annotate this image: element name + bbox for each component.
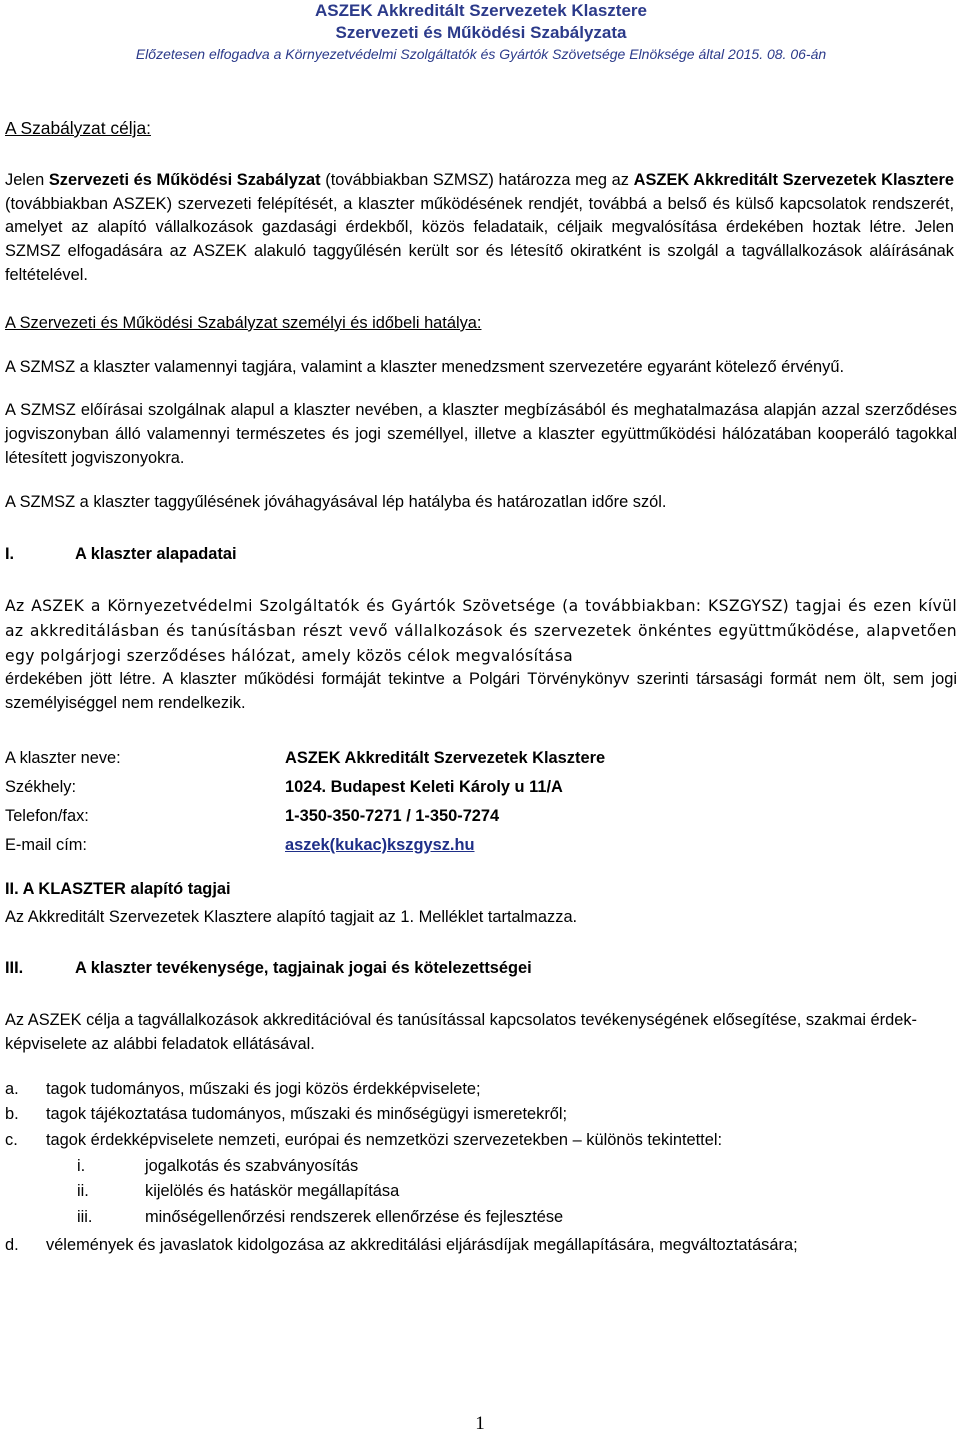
section-1-title: A klaszter alapadatai [75,544,237,563]
approval-note: Előzetesen elfogadva a Környezetvédelmi Szolgáltatók és Gyártók Szövetsége Elnöksége által 2015. 08. 06-án [135,46,827,62]
page-number: 1 [475,1413,485,1434]
list-item [5,1234,957,1258]
info-value: 1024. Budapest Keleti Károly u 11/A [285,777,563,796]
section-2-text: Az Akkreditált Szervezetek Klasztere alapító tagjait az 1. Melléklet tartalmazza. [5,907,578,926]
info-label: Székhely: [5,777,77,796]
info-row-phone [5,802,957,831]
list-marker: a. [5,1079,19,1098]
section-3-intro: Az ASZEK célja a tagvállalkozások akkreditációval és tanúsítással kapcsolatos tevékenységének elősegítése, szakmai érdek-képviselete az alábbi feladatok ellátásával. [5,1011,917,1053]
list-marker: c. [5,1130,18,1149]
scope-paragraph-2: A SZMSZ előírásai szolgálnak alapul a klaszter nevében, a klaszter megbízásából és meghatalmazása alapján azzal szerződéses jogviszonyban álló valamennyi természetes és jogi személlyel, illetve a klaszter együttműködési hálózatában kooperáló tagokkal létesített jogviszonyokra. [5,401,957,467]
section-3-heading [5,957,957,981]
info-label: E-mail cím: [5,835,87,854]
sub-list-text: kijelölés és hatáskör megállapítása [145,1182,400,1201]
sub-list-text: jogalkotás és szabványosítás [145,1156,359,1175]
sub-list-item [5,1154,957,1180]
section-1-number: I. [5,544,15,563]
purpose-text-e: (továbbiakban ASZEK) szervezeti felépítését, a klaszter működésének rendjét, továbbá a belső és külső kapcsolatok rendszerét, amelyet az alapító vállalkozások gazdasági érdekből, közös feladataik, céljaik megvalósítása érdekében hoztak létre. Jelen SZMSZ elfogadására az ASZEK alakuló taggyűlésén került sor és létesítő okiratként is szolgál a tagvállalkozások aláírásának feltételével. [5,194,954,284]
section-3-number: III. [5,959,24,978]
section-1-paragraph-b: érdekében jött létre. A klaszter működési formáját tekintve a Polgári Törvénykönyv szerinti társasági formát nem ölt, sem jogi személyiséggel nem rendelkezik. [5,670,957,712]
scope-paragraph-1: A SZMSZ a klaszter valamennyi tagjára, valamint a klaszter menedzsment szervezetére egyaránt kötelező érvényű. [5,357,845,376]
purpose-text-d: ASZEK Akkreditált Szervezetek Klasztere [633,170,954,189]
list-marker: b. [5,1105,19,1124]
document-page [5,0,957,1258]
list-marker: d. [5,1236,19,1255]
document-header [5,0,957,65]
info-row-email [5,831,957,860]
email-link[interactable]: aszek(kukac)kszgysz.hu [285,835,475,854]
sub-list-item [5,1205,957,1231]
info-table [5,744,957,860]
sub-list-text: minőségellenőrzési rendszerek ellenőrzése és fejlesztése [145,1207,564,1226]
list-item [5,1077,957,1103]
list-text: tagok érdekképviselete nemzeti, európai és nemzetközi szervezetekben – különös tekintettel: [46,1130,723,1149]
list-item [5,1102,957,1128]
info-label: Telefon/fax: [5,806,89,825]
info-value: 1-350-350-7271 / 1-350-7274 [285,806,500,825]
section-1-paragraph-a: Az ASZEK a Környezetvédelmi Szolgáltatók és Gyártók Szövetsége (a továbbiakban: KSZGYSZ) tagjai és ezen kívül az akkreditálásban és tanúsításban részt vevő vállalkozások és szervezetek önkéntes együttműködése, alapvetően egy polgárjogi szerződéses hálózat, amely közös célok megvalósítása [5,597,957,665]
purpose-text-b: Szervezeti és Működési Szabályzat [48,170,321,189]
info-row-seat [5,773,957,802]
list-text: tagok tájékoztatása tudományos, műszaki és minőségügyi ismeretekről; [46,1105,568,1124]
scope-paragraph-3: A SZMSZ a klaszter taggyűlésének jóváhagyásával lép hatályba és határozatlan időre szól. [5,492,667,511]
section-3-title: A klaszter tevékenysége, tagjainak jogai és kötelezettségei [75,959,532,978]
info-row-name [5,744,957,773]
sub-list-marker: i. [77,1156,86,1175]
sub-list-marker: ii. [77,1182,89,1201]
list-item [5,1128,957,1154]
purpose-text-a: Jelen [5,170,49,189]
section-2-title: II. A KLASZTER alapító tagjai [5,879,231,898]
document-title: ASZEK Akkreditált Szervezetek Klasztere [315,1,647,20]
info-value: ASZEK Akkreditált Szervezetek Klasztere [285,748,606,767]
section-1-heading [5,543,957,567]
purpose-paragraph [5,169,954,288]
scope-heading: A Szervezeti és Működési Szabályzat személyi és időbeli hatálya: [5,313,482,332]
document-subtitle: Szervezeti és Működési Szabályzata [335,23,627,42]
list-text: tagok tudományos, műszaki és jogi közös érdekképviselete; [46,1079,481,1098]
task-list [5,1077,957,1258]
info-label: A klaszter neve: [5,748,121,767]
sub-list-marker: iii. [77,1207,93,1226]
purpose-text-c: (továbbiakban SZMSZ) határozza meg az [320,170,634,189]
purpose-heading: A Szabályzat célja: [5,118,151,138]
list-text: vélemények és javaslatok kidolgozása az akkreditálási eljárásdíjak megállapítására, megváltoztatására; [46,1236,798,1255]
sub-list-item [5,1179,957,1205]
